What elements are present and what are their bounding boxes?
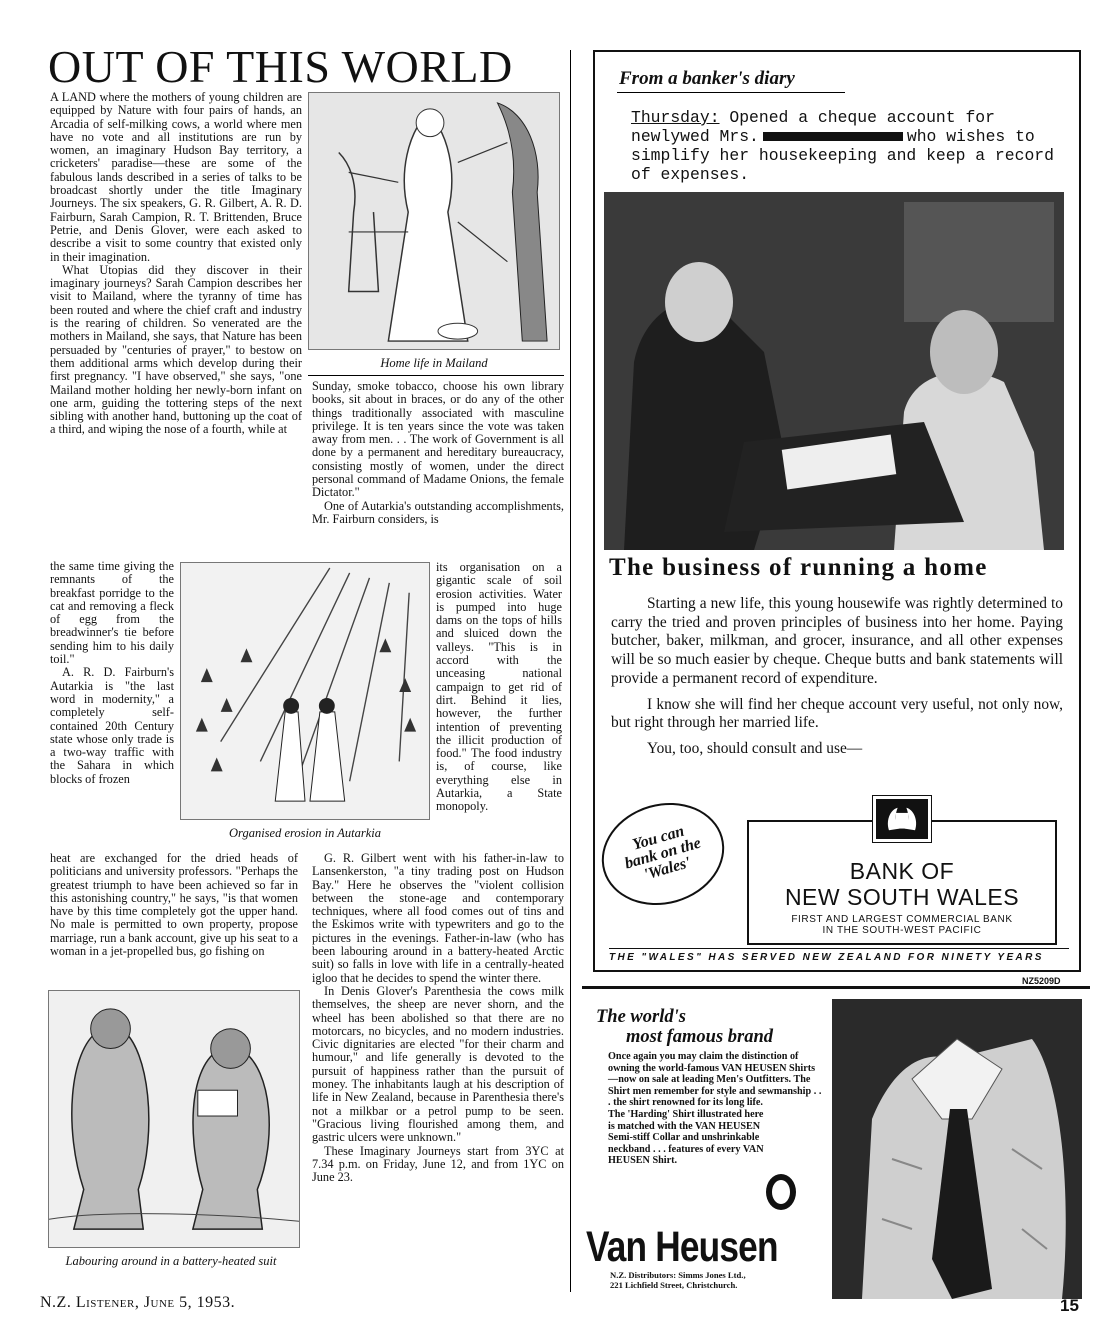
bank-advertisement bbox=[593, 50, 1081, 972]
bank-crest-icon bbox=[873, 796, 931, 842]
bank-copy-paragraph: Starting a new life, this young housewife was rightly determined to carry the tried and proven principles of business into her home. Paying butcher, baker, milkman, and grocer, insurance, and all other expenses will be so much easier by cheque. Cheque butts and bank statements will provide a permanent record of expenditure. bbox=[611, 595, 1063, 687]
vh-title-line-2: most famous brand bbox=[626, 1027, 774, 1047]
publication-folio: N.Z. Listener, June 5, 1953. bbox=[40, 1294, 236, 1311]
page-number: 15 bbox=[1060, 1296, 1079, 1315]
van-heusen-advertisement bbox=[582, 986, 1090, 1296]
paragraph-utopias: What Utopias did they discover in their imaginary journeys? Sarah Campion describes her visit to Mailand, where the tyranny of time has been routed and where the chief craft and industry is the rearing of children. So venerated are the mothers in Mailand, she says, that Nature has been persuaded by "centuries of prayer," to bestow on them additional arms which develop during their first pregnancy. "I have observed," she says, "one Mailand mother holding her newly-born infant on one arm, guiding the tottering steps of the next sibling with another hand, buttoning up the coat of a third, and wiping the nose of a fourth, while at bbox=[50, 262, 302, 437]
article-col2-bottom bbox=[312, 852, 564, 1184]
diary-text-start: Opened a cheque account for newlywed Mrs. bbox=[631, 108, 995, 146]
shirt-photo bbox=[832, 999, 1082, 1299]
column-divider bbox=[570, 50, 571, 1292]
vh-logo-icon bbox=[766, 1174, 796, 1210]
mailand-illustration bbox=[308, 92, 560, 350]
wales-badge bbox=[590, 789, 737, 919]
article-narrow-left bbox=[50, 560, 174, 786]
badge-text: You can bank on the 'Wales' bbox=[622, 822, 703, 884]
bank-ad-code: NZ5209D bbox=[1022, 976, 1061, 986]
autarkia-illustration bbox=[180, 562, 430, 820]
bank-copy-paragraph: I know she will find her cheque account very useful, not only now, but right through her married life. bbox=[611, 695, 1063, 732]
paragraph-sunday: Sunday, smoke tobacco, choose his own library books, sit about in braces, or do any of the other things traditionally associated with masculine privilege. It is ten years since the vote was taken away from men. . . The work of Government is all done by a permanent and hereditary bureaucracy, consisting mostly of women, under the direct personal command of Madame Onions, the female Dictator." bbox=[312, 379, 564, 500]
vh-title bbox=[596, 1007, 826, 1047]
bank-name bbox=[749, 858, 1055, 910]
paragraph-glover: In Denis Glover's Parenthesia the cows milk themselves, the sheep are never shorn, and the wheel has been abolished so that there are no motorcars, no bicycles, and no modern industries. Civic dignitaries are elected "for their charm and humour," and life generally is devoted to the pursuit of happiness rather than the pursuit of money. The inhabitants laugh at his description of life in New Zealand, because in Parenthesia there's not a milkbar or a petrol pump to be seen. "Gracious living flourished among them, and gastric ulcers were unknown." bbox=[312, 983, 564, 1145]
article-lead bbox=[50, 91, 302, 437]
article-col2-narrow bbox=[436, 561, 562, 814]
paragraph-erosion: its organisation on a gigantic scale of soil erosion activities. Water is pumped into huge dams on the tops of hills and sluiced down the valleys. "This is in accord with the unceasing national campaign to get rid of dirt. Behind it lies, however, the further intention of preventing the illicit production of food." The food industry is, of course, like everything else in Autarkia, a State monopoly. bbox=[436, 560, 562, 814]
bank-ad-copy bbox=[611, 595, 1063, 766]
vh-copy bbox=[608, 1051, 822, 1167]
vh-distributors bbox=[610, 1270, 830, 1290]
bank-logo-box bbox=[747, 820, 1057, 945]
diary-text-end: who wishes to simplify her housekeeping and keep a record of expenses. bbox=[631, 127, 1054, 184]
autarkia-caption: Organised erosion in Autarkia bbox=[229, 826, 381, 840]
paragraph-gilbert: G. R. Gilbert went with his father-in-law to Lansenkerston, "a tiny trading post on Hudson Bay." Here he observes the "violent collision between the stone-age and contemporary techniques, where all food comes out of tins and the Eskimos write with typewriters and go to the pictures in the evenings. Father-in-law (who has been labouring around in a battery-heated Arctic suit) so falls in love with life in a centrally-heated igloo that he decides to spend the winter there. bbox=[312, 851, 564, 985]
vh-dist-line-2: 221 Lichfield Street, Christchurch. bbox=[610, 1280, 738, 1290]
vh-copy-paragraph: The 'Harding' Shirt illustrated here is matched with the VAN HEUSEN Semi-stiff Collar and unshrinkable neckband . . . features of every VAN HEUSEN Shirt. bbox=[608, 1108, 764, 1167]
vh-brand: Van Heusen bbox=[586, 1223, 778, 1271]
diary-entry bbox=[631, 108, 1056, 184]
bank-ad-headline: The business of running a home bbox=[609, 554, 988, 581]
bank-name-line-1: BANK OF bbox=[849, 858, 955, 884]
paragraph-broadcast: These Imaginary Journeys start from 3YC at 7.34 p.m. on Friday, June 12, and from 1YC on June 23. bbox=[312, 1143, 564, 1185]
vh-copy-paragraph: Once again you may claim the distinction of owning the world-famous VAN HEUSEN Shirts—now on sale at leading Men's Outfitters. The Shirt men remember for style and sewmanship . . . the shirt renowned for its long life. bbox=[608, 1051, 822, 1109]
bank-ad-kicker: From a banker's diary bbox=[619, 68, 795, 89]
diary-day: Thursday: bbox=[631, 108, 720, 127]
bank-tagline bbox=[749, 914, 1055, 936]
vh-title-line-1: The world's bbox=[596, 1007, 686, 1027]
banker-photo bbox=[604, 192, 1064, 550]
bank-copy-paragraph: You, too, should consult and use— bbox=[647, 739, 863, 757]
vh-dist-line-1: N.Z. Distributors: Simms Jones Ltd., bbox=[610, 1270, 746, 1280]
article-col1-bottom bbox=[50, 852, 298, 958]
suit-caption: Labouring around in a battery-heated suit bbox=[65, 1254, 277, 1268]
article-col2-top bbox=[312, 380, 564, 526]
lead-paragraph: A LAND where the mothers of young children are equipped by Nature with four pairs of hands, an Arcadia of self-milking cows, a world where men have no vote and all institutions are run by women, an imaginary Hudson Bay territory, a cricketers' paradise—these are some of the fabulous lands described in a series of talks to be broadcast shortly under the title Imaginary Journeys. The six speakers, G. R. Gilbert, A. R. D. Fairburn, Sarah Campion, R. T. Brittenden, Bruce Petrie, and Denis Glover, were each asked to describe a visit to some country that existed only in their imagination. bbox=[50, 90, 302, 264]
paragraph-accomplishments: One of Autarkia's outstanding accomplishments, Mr. Fairburn considers, is bbox=[312, 498, 564, 526]
article-headline: OUT OF THIS WORLD bbox=[48, 41, 513, 92]
tagline-line-1: FIRST AND LARGEST COMMERCIAL BANK bbox=[791, 914, 1013, 925]
paragraph-cat: the same time giving the remnants of the breakfast porridge to the cat and removing a fleck of egg from the breadwinner's tie before sending him to his daily toil." bbox=[50, 559, 174, 667]
kicker-rule bbox=[617, 92, 845, 93]
mailand-caption: Home life in Mailand bbox=[380, 356, 488, 370]
suit-illustration bbox=[48, 990, 300, 1248]
paragraph-autarkia: A. R. D. Fairburn's Autarkia is "the last word in modernity," a completely self-contained 20th Century state whose only trade is a two-way traffic with the Sahara in which blocks of frozen bbox=[50, 665, 174, 786]
bank-name-line-2: NEW SOUTH WALES bbox=[784, 884, 1020, 910]
paragraph-heat: heat are exchanged for the dried heads of politicians and university professors. "Perhaps the greatest triumph to have been achieved so far in this astonishing country," he says, "is that women have by this time completely got the upper hand. No male is permitted to own property, propose marriage, run a bank account, give up his seat to a woman in a jet-propelled bus, go fishing on bbox=[50, 851, 298, 959]
caption-rule bbox=[308, 375, 564, 376]
tagline-line-2: IN THE SOUTH-WEST PACIFIC bbox=[822, 925, 982, 936]
bank-footer: THE "WALES" HAS SERVED NEW ZEALAND FOR NINETY YEARS bbox=[609, 948, 1069, 963]
redacted-name bbox=[763, 132, 903, 141]
